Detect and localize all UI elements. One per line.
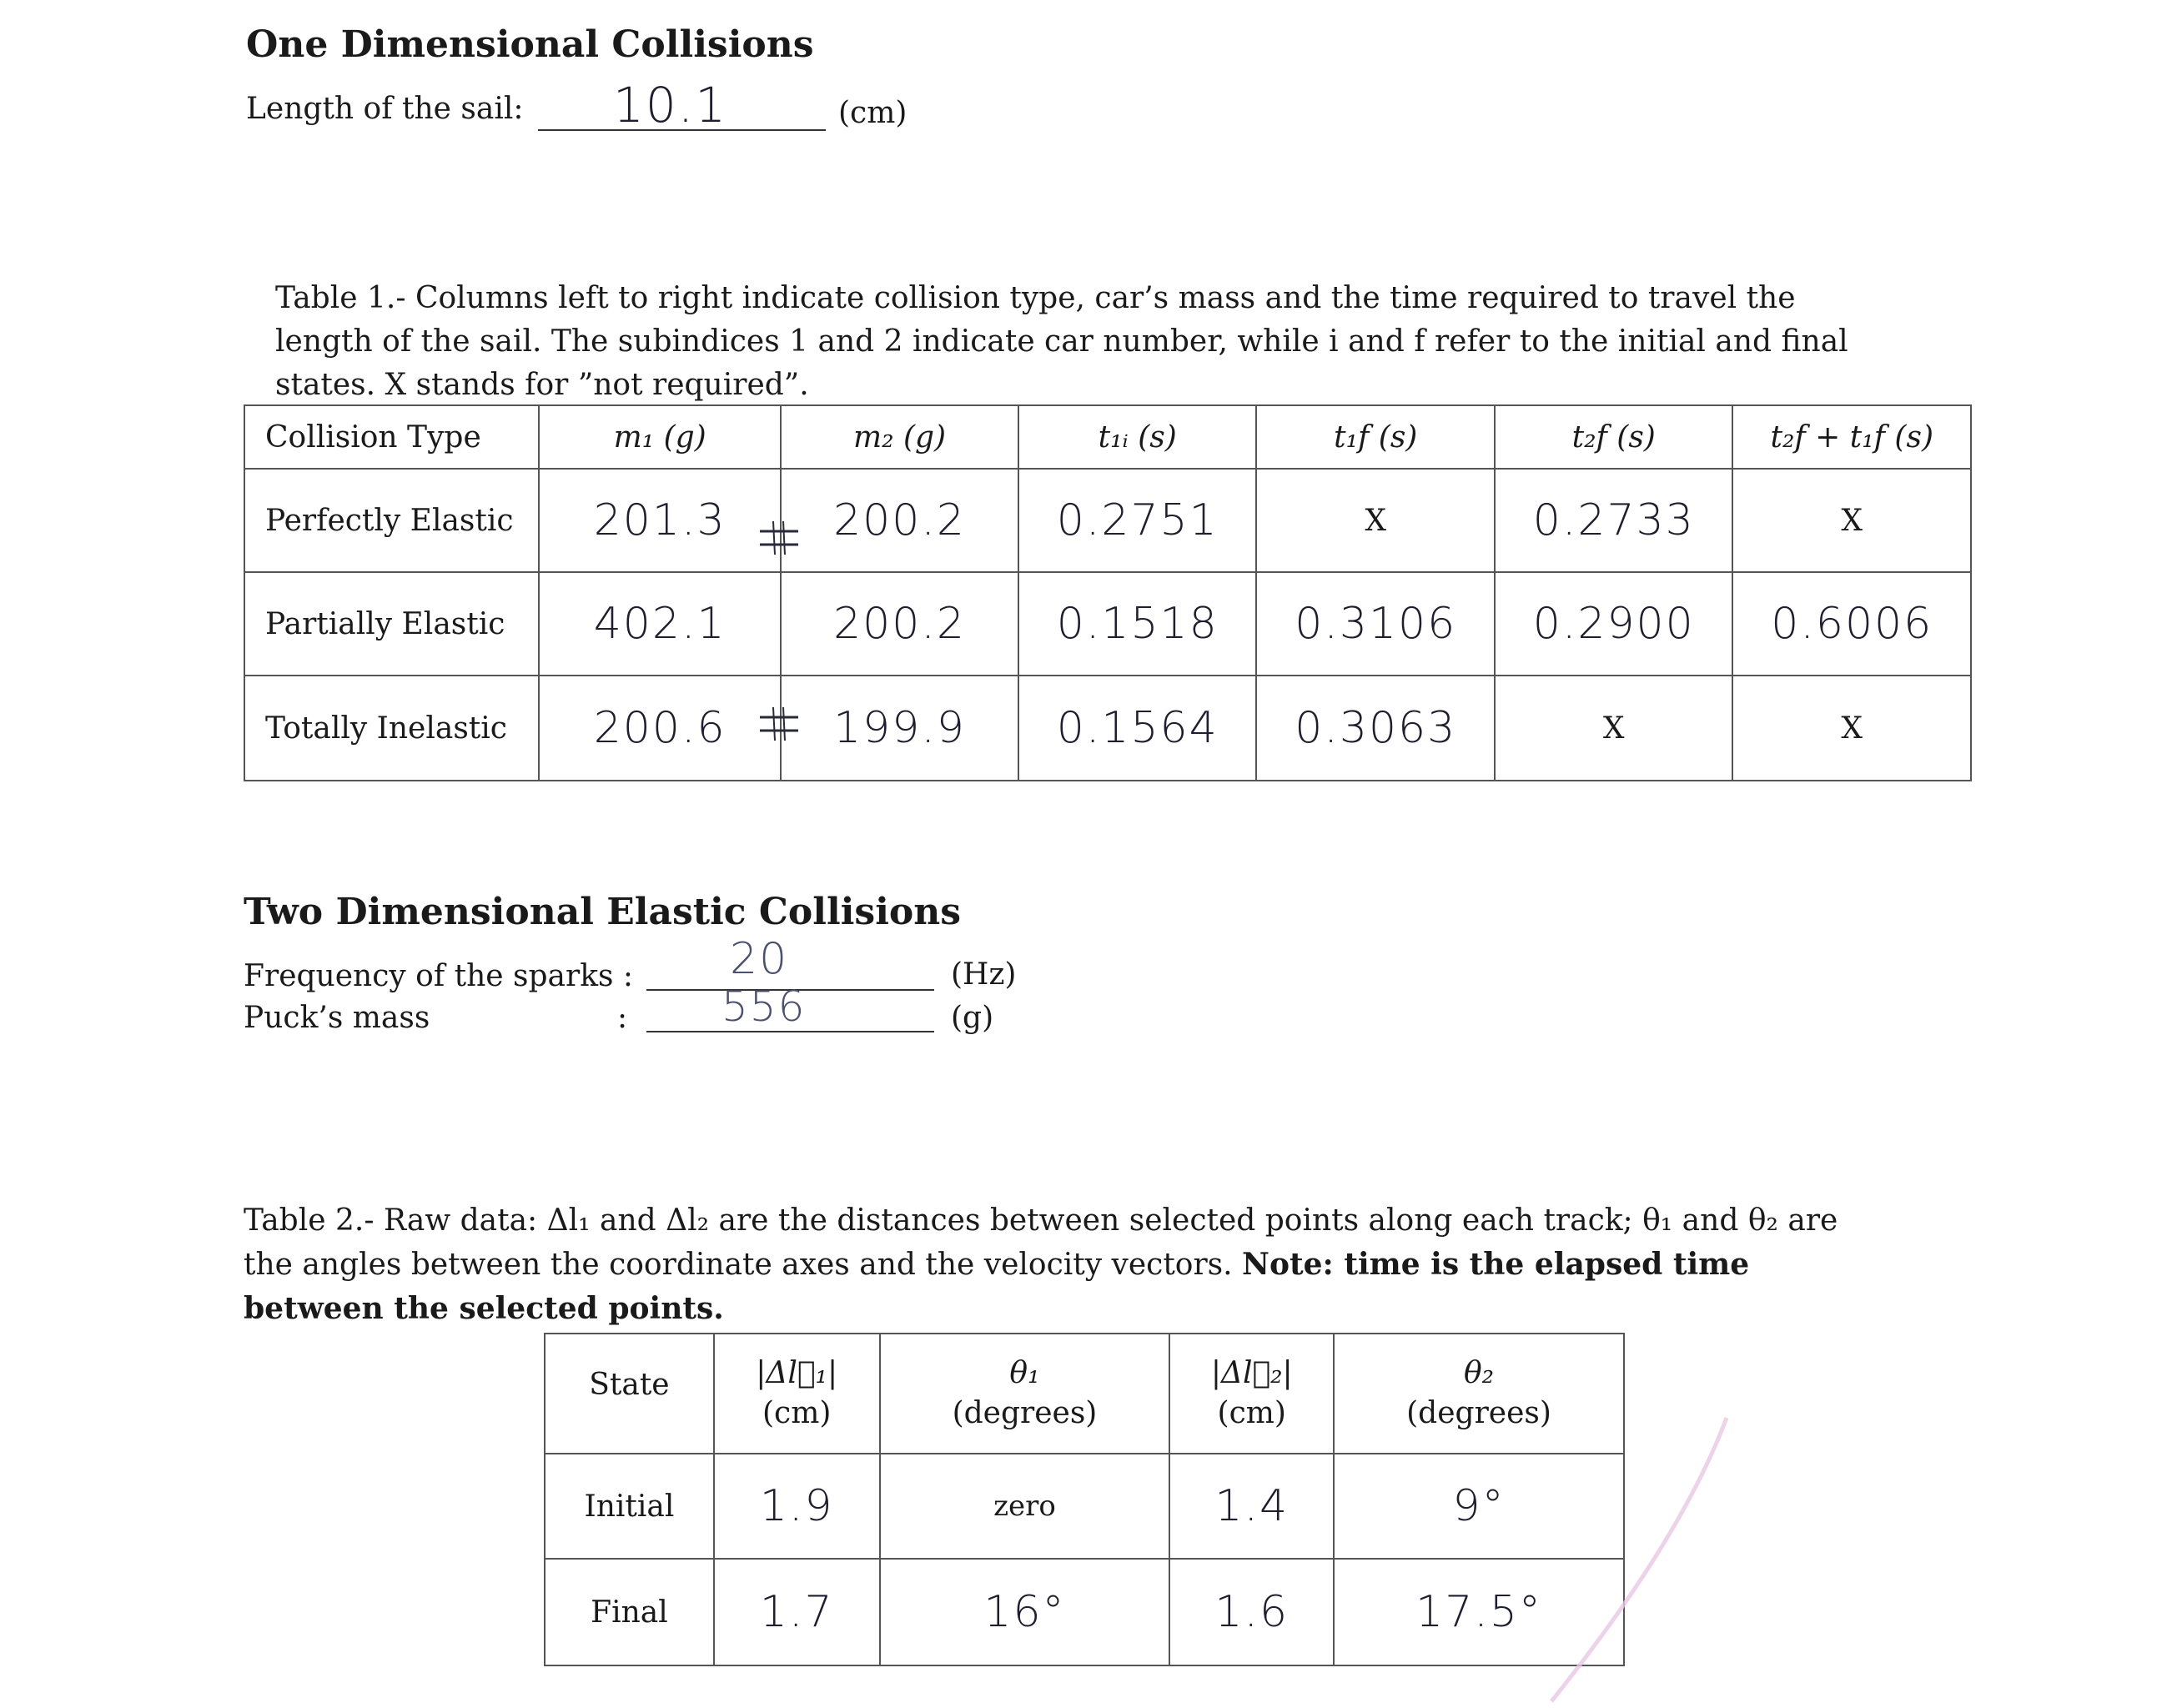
spark-frequency-value[interactable]: 20 bbox=[730, 934, 789, 984]
pen-stroke-mark bbox=[1535, 1409, 1735, 1708]
header-dl2-unit: (cm) bbox=[1217, 1396, 1286, 1430]
header-collision-type: Collision Type bbox=[244, 405, 539, 469]
header-dl1-symbol: |Δl⃗₁| bbox=[756, 1356, 838, 1390]
t1f-cell: X bbox=[1256, 469, 1495, 572]
header-dl2-symbol: |Δl⃗₂| bbox=[1210, 1356, 1293, 1390]
puck-mass-line bbox=[646, 1031, 934, 1032]
sail-length-value[interactable]: 10.1 bbox=[613, 77, 728, 133]
m2-cell[interactable]: 199.9 bbox=[781, 676, 1018, 781]
table2-caption bbox=[244, 1199, 1862, 1331]
spark-frequency-unit: (Hz) bbox=[951, 957, 1017, 992]
dl2-cell[interactable]: 1.6 bbox=[1169, 1559, 1334, 1665]
theta1-cell[interactable]: zero bbox=[880, 1454, 1170, 1559]
table1-caption: Table 1.- Columns left to right indicate collision type, car’s mass and the time required to travel the length of the sail. The subindices 1 and 2 indicate car number, while i and f refer to the initial and final states. X stands for ”not required”. bbox=[275, 281, 1848, 402]
t1f-cell[interactable]: 0.3106 bbox=[1256, 572, 1495, 676]
table2-caption-text: Table 2.- Raw data: Δl₁ and Δl₂ are the distances between selected points along each track; θ₁ and θ₂ are the angles between the coordinate axes and the velocity vectors. bbox=[244, 1203, 1838, 1282]
header-t1i: t₁ᵢ (s) bbox=[1018, 405, 1257, 469]
m1-cell[interactable]: 201.3 bbox=[539, 469, 781, 572]
sail-length-label: Length of the sail: bbox=[246, 92, 524, 126]
t1i-cell[interactable]: 0.1518 bbox=[1018, 572, 1257, 676]
collision-type-cell: Partially Elastic bbox=[244, 572, 539, 676]
table-row bbox=[244, 676, 1971, 781]
m1-cell[interactable]: 200.6 bbox=[539, 676, 781, 781]
table2-caption-note: Note: time is the elapsed time between the selected points. bbox=[244, 1247, 1750, 1326]
puck-mass-colon: : bbox=[617, 1001, 628, 1035]
section-heading-2d: Two Dimensional Elastic Collisions bbox=[244, 891, 962, 933]
puck-mass-label: Puck’s mass bbox=[244, 1001, 430, 1035]
dl1-cell[interactable]: 1.7 bbox=[714, 1559, 880, 1665]
theta2-cell[interactable]: 17.5° bbox=[1334, 1559, 1624, 1665]
header-sum: t₂f + t₁f (s) bbox=[1732, 405, 1971, 469]
header-theta2-unit: (degrees) bbox=[1406, 1396, 1551, 1430]
theta1-cell[interactable]: 16° bbox=[880, 1559, 1170, 1665]
raw-data-table bbox=[544, 1333, 1625, 1666]
table-row bbox=[545, 1559, 1624, 1665]
state-cell: Initial bbox=[545, 1454, 714, 1559]
m2-cell[interactable]: 200.2 bbox=[781, 572, 1018, 676]
equal-mark-icon bbox=[755, 699, 805, 749]
table-row bbox=[244, 572, 1971, 676]
collision-type-cell: Perfectly Elastic bbox=[244, 469, 539, 572]
equal-mark-icon bbox=[755, 513, 805, 563]
header-dl1-unit: (cm) bbox=[762, 1396, 832, 1430]
header-state: State bbox=[545, 1334, 714, 1454]
puck-mass-unit: (g) bbox=[951, 1001, 994, 1035]
sum-cell: X bbox=[1732, 469, 1971, 572]
table-header-row bbox=[244, 405, 1971, 469]
puck-mass-value[interactable]: 556 bbox=[721, 982, 807, 1031]
header-m1: m₁ (g) bbox=[539, 405, 781, 469]
header-theta1-symbol: θ₁ bbox=[1009, 1356, 1040, 1390]
dl2-cell[interactable]: 1.4 bbox=[1169, 1454, 1334, 1559]
t2f-cell[interactable]: 0.2733 bbox=[1495, 469, 1733, 572]
t2f-cell[interactable]: 0.2900 bbox=[1495, 572, 1733, 676]
theta2-cell[interactable]: 9° bbox=[1334, 1454, 1624, 1559]
collision-type-cell: Totally Inelastic bbox=[244, 676, 539, 781]
m1-cell[interactable]: 402.1 bbox=[539, 572, 781, 676]
header-t1f: t₁f (s) bbox=[1256, 405, 1495, 469]
table-row bbox=[545, 1454, 1624, 1559]
sail-length-unit: (cm) bbox=[838, 96, 907, 130]
state-cell: Final bbox=[545, 1559, 714, 1665]
header-theta1 bbox=[880, 1334, 1170, 1454]
table-header-row bbox=[545, 1334, 1624, 1454]
t1f-cell[interactable]: 0.3063 bbox=[1256, 676, 1495, 781]
table-row bbox=[244, 469, 1971, 572]
header-dl2 bbox=[1169, 1334, 1334, 1454]
header-m2: m₂ (g) bbox=[781, 405, 1018, 469]
header-theta1-unit: (degrees) bbox=[952, 1396, 1098, 1430]
section-heading-1d: One Dimensional Collisions bbox=[246, 23, 814, 66]
t1i-cell[interactable]: 0.2751 bbox=[1018, 469, 1257, 572]
header-dl1 bbox=[714, 1334, 880, 1454]
t1i-cell[interactable]: 0.1564 bbox=[1018, 676, 1257, 781]
collisions-table bbox=[244, 404, 1972, 781]
t2f-cell: X bbox=[1495, 676, 1733, 781]
sum-cell[interactable]: 0.6006 bbox=[1732, 572, 1971, 676]
dl1-cell[interactable]: 1.9 bbox=[714, 1454, 880, 1559]
spark-frequency-label: Frequency of the sparks : bbox=[244, 959, 634, 993]
header-theta2-symbol: θ₂ bbox=[1463, 1356, 1495, 1390]
m2-cell[interactable]: 200.2 bbox=[781, 469, 1018, 572]
header-t2f: t₂f (s) bbox=[1495, 405, 1733, 469]
sum-cell: X bbox=[1732, 676, 1971, 781]
